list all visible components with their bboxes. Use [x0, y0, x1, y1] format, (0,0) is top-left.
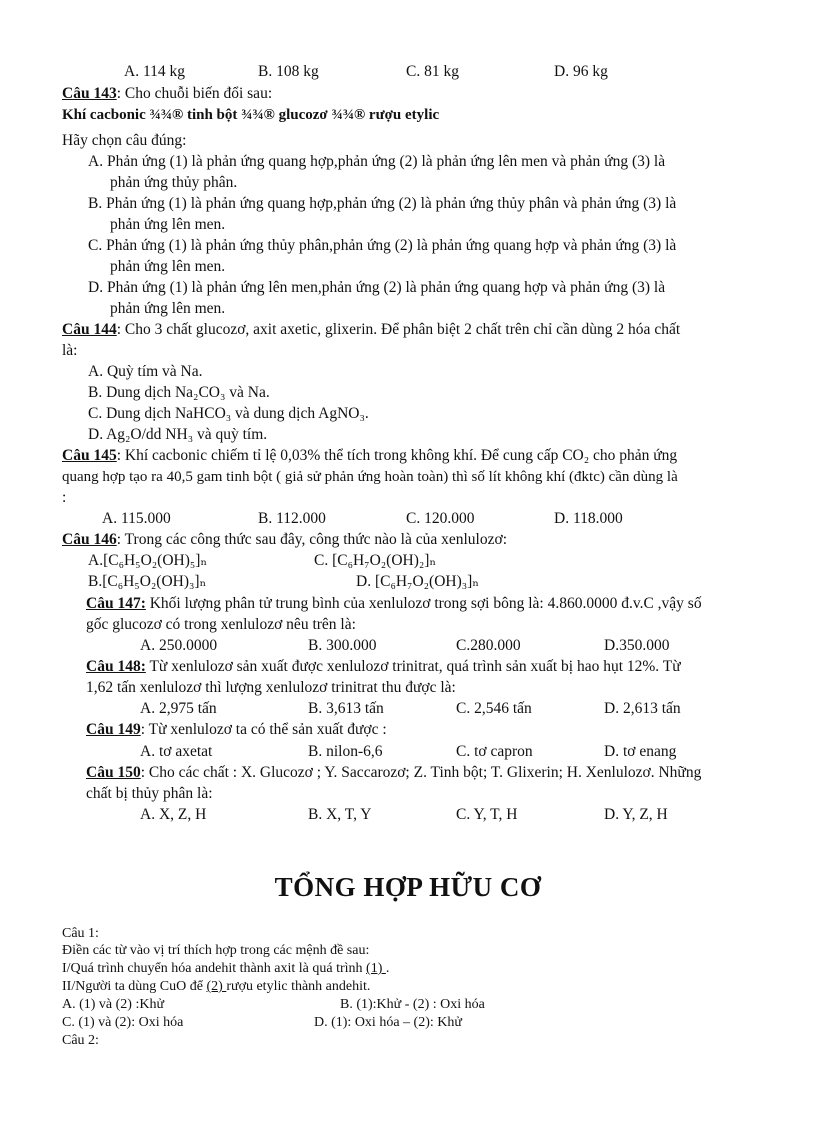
q148-option-b: B. 3,613 tấn: [308, 700, 384, 717]
q149-option-c: C. tơ capron: [456, 743, 533, 760]
q150-option-d: D. Y, Z, H: [604, 806, 668, 823]
c1-label: Câu 1:: [62, 926, 99, 941]
c1-blank-2: (2): [206, 979, 227, 994]
q148-option-c: C. 2,546 tấn: [456, 700, 532, 717]
q144-stem-text: : Cho 3 chất glucozơ, axit axetic, glixerin. Để phân biệt 2 chất trên chỉ cần dùng 2 hóa chất: [116, 321, 681, 338]
q146-option-b: B.[C₆H₅O₂(OH)₃]ₙ: [88, 573, 207, 590]
q148-option-d: D. 2,613 tấn: [604, 700, 681, 717]
q147-option-b: B. 300.000: [308, 637, 377, 654]
q143-label: Câu 143: [62, 85, 117, 102]
c1-statement-2: [62, 978, 370, 996]
c1-option-b: B. (1):Khử - (2) : Oxi hóa: [340, 997, 485, 1012]
c1-option-a: A. (1) và (2) :Khử: [62, 997, 165, 1012]
q146-stem: [62, 530, 507, 550]
q145-stem-text: : Khí cacbonic chiếm tỉ lệ 0,03% thể tích trong không khí. Để cung cấp CO₂ cho phản ứng: [116, 447, 678, 464]
q145-option-c: C. 120.000: [406, 510, 475, 527]
q143-chain: Khí cacbonic ¾¾® tinh bột ¾¾® glucozơ ¾¾® rượu etylic: [62, 107, 440, 123]
q148-option-a: A. 2,975 tấn: [140, 700, 217, 717]
q143-prompt: Hãy chọn câu đúng:: [62, 132, 187, 149]
q148-stem: [86, 657, 681, 677]
q143-option-d-cont: phản ứng lên men.: [110, 300, 226, 317]
q145-stem-cont2: :: [62, 489, 67, 506]
c1-statement-1: [62, 960, 389, 978]
c1-statement-2-end: rượu etylic thành andehit.: [226, 979, 371, 994]
q147-stem-text: Khối lượng phân tử trung bình của xenlulozơ trong sợi bông là: 4.860.0000 đ.v.C ,vậy số: [145, 595, 702, 612]
q147-option-c: C.280.000: [456, 637, 521, 654]
q147-label: Câu 147:: [86, 595, 146, 612]
q143-stem-text: : Cho chuỗi biến đổi sau:: [116, 85, 273, 102]
q143-option-d: D. Phản ứng (1) là phản ứng lên men,phản ứng (2) là phản ứng quang hợp và phản ứng (3) là: [88, 279, 666, 296]
q144-stem: [62, 320, 680, 340]
q149-option-a: A. tơ axetat: [140, 743, 213, 760]
q142-option-a: A. 114 kg: [124, 63, 185, 80]
q143-option-c-cont: phản ứng lên men.: [110, 258, 226, 275]
q145-option-d: D. 118.000: [554, 510, 623, 527]
q145-option-a: A. 115.000: [102, 510, 171, 527]
q150-stem-text: : Cho các chất : X. Glucozơ ; Y. Saccarozơ; Z. Tinh bột; T. Glixerin; H. Xenlulozơ. Những: [140, 764, 702, 781]
q150-option-c: C. Y, T, H: [456, 806, 518, 823]
q149-stem-text: : Từ xenlulozơ ta có thể sản xuất được :: [140, 721, 387, 738]
q147-stem-cont: gốc glucozơ có trong xenlulozơ nêu trên là:: [86, 616, 356, 633]
q143-stem: [62, 84, 272, 104]
q142-option-b: B. 108 kg: [258, 63, 319, 80]
q144-option-d: D. Ag₂O/dd NH₃ và quỳ tím.: [88, 426, 268, 443]
c1-blank-1: (1): [366, 961, 386, 976]
c1-statement-2-text: II/Người ta dùng CuO để: [62, 979, 207, 994]
q144-option-c: C. Dung dịch NaHCO₃ và dung dịch AgNO₃.: [88, 405, 369, 422]
q148-label: Câu 148:: [86, 658, 146, 675]
q143-option-b-cont: phản ứng lên men.: [110, 216, 226, 233]
q146-option-a: A.[C₆H₅O₂(OH)₅]ₙ: [88, 552, 208, 569]
c1-instruction: Điền các từ vào vị trí thích hợp trong các mệnh đề sau:: [62, 943, 370, 958]
q145-option-b: B. 112.000: [258, 510, 326, 527]
q146-option-d: D. [C₆H₇O₂(OH)₃]ₙ: [356, 573, 480, 590]
q146-option-c: C. [C₆H₇O₂(OH)₂]ₙ: [314, 552, 437, 569]
c1-option-c: C. (1) và (2): Oxi hóa: [62, 1015, 184, 1030]
c2-label: Câu 2:: [62, 1033, 99, 1048]
c1-statement-1-end: .: [385, 961, 390, 976]
q144-stem-cont: là:: [62, 342, 78, 359]
q147-stem: [86, 594, 702, 614]
q146-label: Câu 146: [62, 531, 117, 548]
q150-label: Câu 150: [86, 764, 141, 781]
q150-stem-cont: chất bị thủy phân là:: [86, 785, 213, 802]
q145-label: Câu 145: [62, 447, 117, 464]
q144-label: Câu 144: [62, 321, 117, 338]
q149-option-b: B. nilon-6,6: [308, 743, 383, 760]
q149-stem: [86, 720, 387, 740]
q148-stem-cont: 1,62 tấn xenlulozơ thì lượng xenlulozơ trinitrat thu được là:: [86, 679, 456, 696]
q145-stem-cont: quang hợp tạo ra 40,5 gam tinh bột ( giả sử phản ứng hoàn toàn) thì số lít không khí (đktc) cần dùng là: [62, 469, 678, 485]
c1-option-d: D. (1): Oxi hóa – (2): Khử: [314, 1015, 462, 1030]
q142-option-d: D. 96 kg: [554, 63, 608, 80]
q143-option-a: A. Phản ứng (1) là phản ứng quang hợp,phản ứng (2) là phản ứng lên men và phản ứng (3) là: [88, 153, 666, 170]
q145-stem: [62, 446, 677, 466]
q149-option-d: D. tơ enang: [604, 743, 677, 760]
q149-label: Câu 149: [86, 721, 141, 738]
q143-option-a-cont: phản ứng thủy phân.: [110, 174, 238, 191]
c1-statement-1-text: I/Quá trình chuyển hóa andehit thành axit là quá trình: [62, 961, 367, 976]
q146-stem-text: : Trong các công thức sau đây, công thức nào là của xenlulozơ:: [116, 531, 507, 548]
section-title: TỔNG HỢP HỮU CƠ: [274, 872, 542, 902]
q143-option-b: B. Phản ứng (1) là phản ứng quang hợp,phản ứng (2) là phản ứng thủy phân và phản ứng (3) là: [88, 195, 677, 212]
q148-stem-text: Từ xenlulozơ sản xuất được xenlulozơ trinitrat, quá trình sản xuất bị hao hụt 12%. Từ: [145, 658, 681, 675]
q150-stem: [86, 763, 701, 783]
q147-option-a: A. 250.0000: [140, 637, 218, 654]
q150-option-a: A. X, Z, H: [140, 806, 207, 823]
q147-option-d: D.350.000: [604, 637, 670, 654]
q150-option-b: B. X, T, Y: [308, 806, 372, 823]
q144-option-b: B. Dung dịch Na₂CO₃ và Na.: [88, 384, 270, 401]
q144-option-a: A. Quỳ tím và Na.: [88, 363, 203, 380]
q143-option-c: C. Phản ứng (1) là phản ứng thủy phân,phản ứng (2) là phản ứng quang hợp và phản ứng (3) là: [88, 237, 677, 254]
q142-option-c: C. 81 kg: [406, 63, 459, 80]
